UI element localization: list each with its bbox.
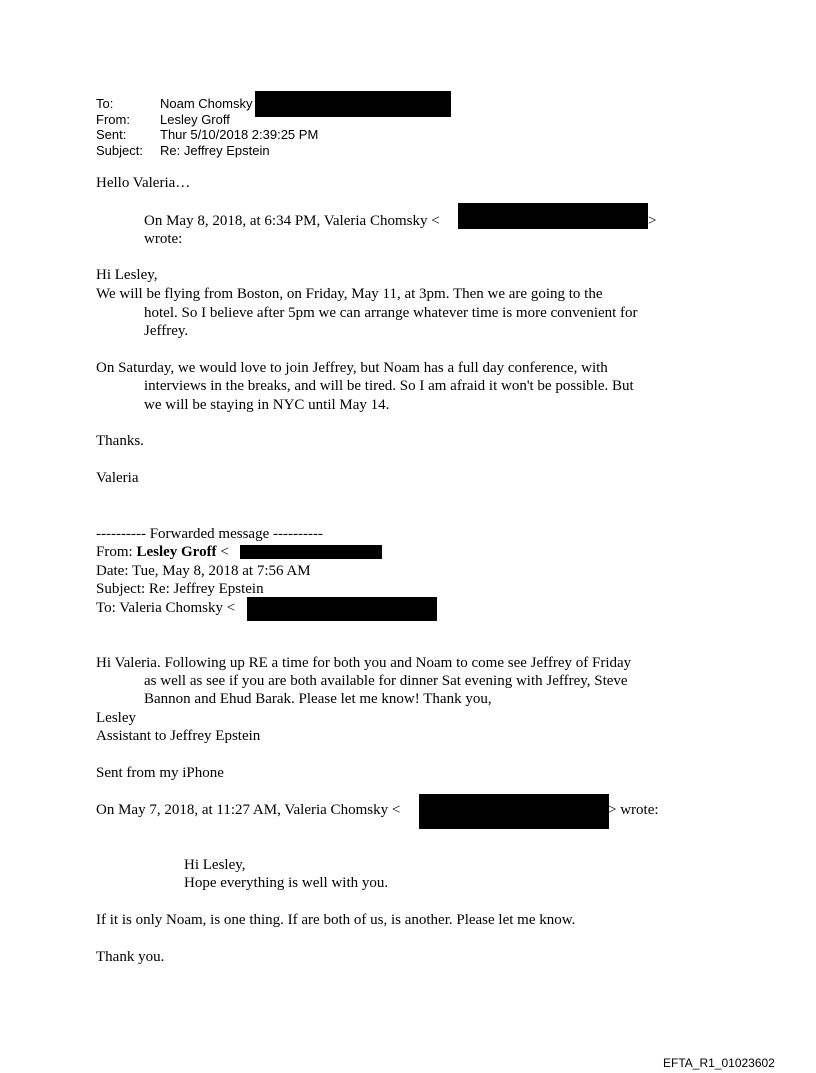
signature: Valeria [96,470,139,486]
msg2-line2: as well as see if you are both available for dinner Sat evening with Jeffrey, Steve [144,673,628,689]
forwarded-from-lt: < [216,544,229,560]
quote2-hope: Hope everything is well with you. [184,875,389,891]
to-label: To: [96,96,114,111]
p1-line3: Jeffrey. [144,323,189,339]
subject-label: Subject: [96,143,143,158]
forwarded-to: To: Valeria Chomsky < [96,600,236,616]
quote1-line1: On May 8, 2018, at 6:34 PM, Valeria Chomsky < [144,213,440,229]
redaction-box [240,545,382,559]
msg2-line3: Bannon and Ehud Barak. Please let me know! Thank you, [144,691,492,707]
p2-line2: interviews in the breaks, and will be tired. So I am afraid it won't be possible. But [144,378,634,394]
msg2-title: Assistant to Jeffrey Epstein [96,728,261,744]
p2-line3: we will be staying in NYC until May 14. [144,397,390,413]
sent-label: Sent: [96,127,127,142]
forwarded-from-label: From: [96,544,137,560]
p1-line1: We will be flying from Boston, on Friday, May 11, at 3pm. Then we are going to the [96,286,603,302]
subject-value: Re: Jeffrey Epstein [160,143,270,158]
p2-line1: On Saturday, we would love to join Jeffrey, but Noam has a full day conference, with [96,360,608,376]
thanks-line: Thanks. [96,433,144,449]
forwarded-from-name: Lesley Groff [136,544,217,560]
msg2-name: Lesley [96,710,136,726]
quote1-line2: wrote: [144,231,183,247]
from-label: From: [96,112,130,127]
forwarded-date: Date: Tue, May 8, 2018 at 7:56 AM [96,563,311,579]
quote2-start: On May 7, 2018, at 11:27 AM, Valeria Chomsky < [96,802,401,818]
redaction-box [419,794,609,829]
quote1-end: > [648,213,657,229]
p1-line2: hotel. So I believe after 5pm we can arrange whatever time is more convenient for [144,305,638,321]
document-id: EFTA_R1_01023602 [663,1056,775,1070]
redaction-box [255,91,451,117]
quote2-hi: Hi Lesley, [184,857,246,873]
only-noam-line: If it is only Noam, is one thing. If are both of us, is another. Please let me know. [96,912,576,928]
thank-you-line: Thank you. [96,949,165,965]
greeting: Hello Valeria… [96,175,191,191]
hi-line: Hi Lesley, [96,267,158,283]
msg2-line1: Hi Valeria. Following up RE a time for both you and Noam to come see Jeffrey of Friday [96,655,632,671]
forwarded-subject: Subject: Re: Jeffrey Epstein [96,581,264,597]
from-value: Lesley Groff [160,112,230,127]
redaction-box [458,203,648,229]
to-value: Noam Chomsky [160,96,253,111]
forwarded-divider: ---------- Forwarded message ---------- [96,526,323,542]
sent-value: Thur 5/10/2018 2:39:25 PM [160,127,319,142]
sent-from-line: Sent from my iPhone [96,765,224,781]
redaction-box [247,597,437,621]
quote2-end: > wrote: [608,802,659,818]
forwarded-from [96,543,229,561]
